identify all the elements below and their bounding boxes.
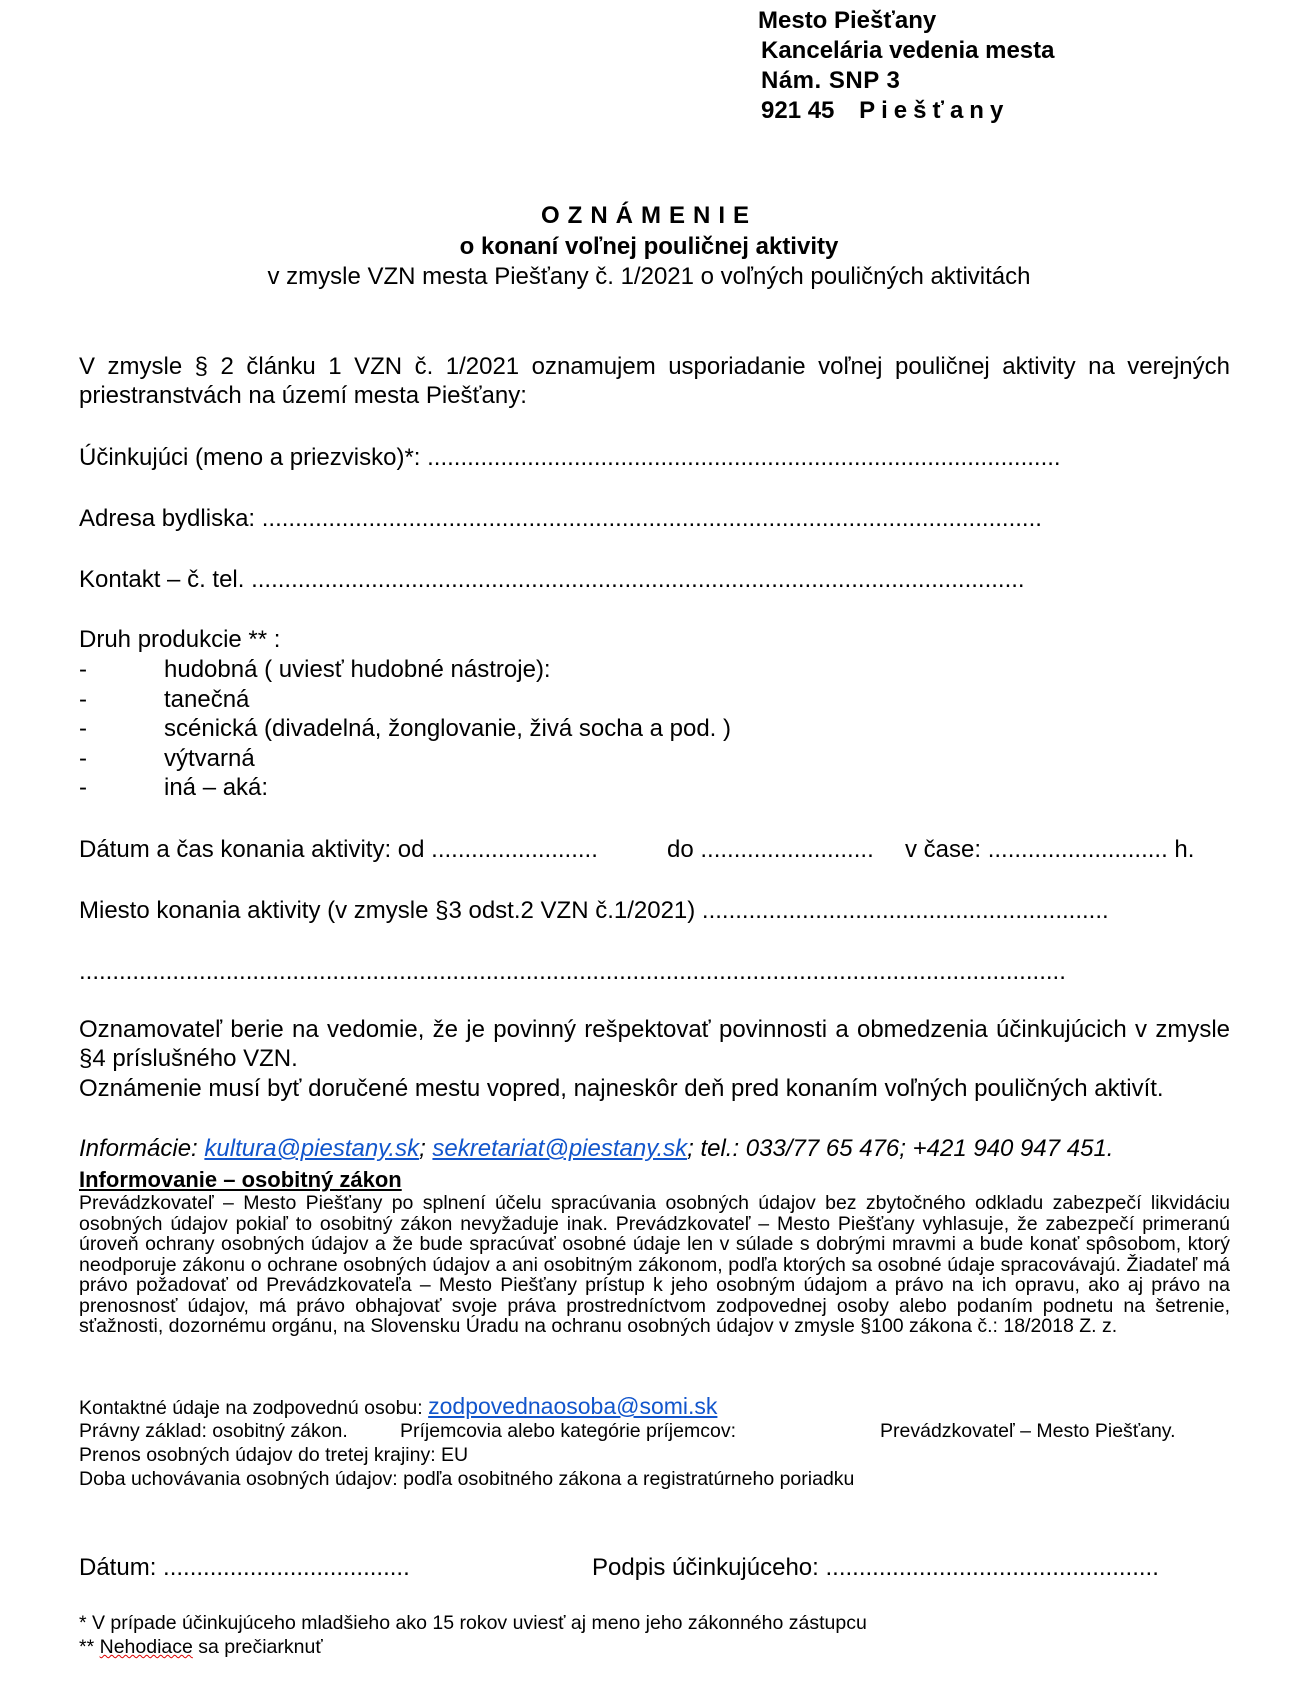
footnote-rest: sa prečiarknuť <box>192 1636 323 1658</box>
gdpr-retention: Doba uchovávania osobných údajov: podľa osobitného zákona a registratúrneho poriadku <box>79 1468 855 1490</box>
list-item <box>79 685 731 715</box>
addressee-city-line <box>758 96 1055 126</box>
list-item <box>79 744 731 774</box>
notice-delivery: Oznámenie musí byť doručené mestu vopred, najneskôr deň pred konaním voľných pouličných aktivít. <box>79 1075 1164 1102</box>
list-dash: - <box>79 715 87 742</box>
notice-obligations: Oznamovateľ berie na vedomie, že je povinný rešpektovať povinnosti a obmedzenia účinkujúcich v zmysle §4 príslušného VZN. <box>79 1016 1230 1072</box>
gdpr-contact-label: Kontaktné údaje na zodpovednú osobu: <box>79 1397 423 1419</box>
addressee-block <box>758 6 1055 126</box>
production-type-label: tanečná <box>164 685 250 713</box>
gdpr-contact-line <box>79 1393 718 1419</box>
gdpr-recipients-label: Príjemcovia alebo kategórie príjemcov: <box>400 1420 736 1442</box>
list-dash: - <box>79 685 87 713</box>
gdpr-paragraph: Prevádzkovateľ – Mesto Piešťany po splnení účelu spracúvania osobných údajov bez zbytočného odkladu zabezpečí likvidáciu osobných údajov pokiaľ to osobitný zákon nevyžaduje inak. Prevádzkovateľ – Mesto Piešťany vyhlasuje, že zabezpečí primeranú úroveň ochrany osobných údajov a že bude spracúvať osobné údaje len v súlade s dobrými mravmi a bude konať spôsobom, ktorý neodporuje zákonu o ochrane osobných údajov a ani osobitným zákonom, podľa ktorých sa osobné údaje spracovávajú. Žiadateľ má právo požadovať od Prevádzkovateľa – Mesto Piešťany prístup k jeho osobným údajom a právo na ich opravu, ako aj právo na prenosnosť údajov, má právo obhajovať svoje práva prostredníctvom zodpovednej osoby alebo podaním podnetu na šetrenie, sťažnosti, dozornému orgánu, na Slovensku Úradu na ochranu osobných údajov v zmysle §100 zákona č.: 18/2018 Z. z. <box>79 1192 1230 1337</box>
performer-field: Účinkujúci (meno a priezvisko)*: ............................................................................................... <box>79 444 1061 471</box>
production-type-label: hudobná ( uviesť hudobné nástroje): <box>164 656 551 683</box>
gdpr-legal-basis: Právny základ: osobitný zákon. <box>79 1420 348 1442</box>
info-phone: ; tel.: 033/77 65 476; +421 940 947 451. <box>687 1135 1114 1162</box>
list-dash: - <box>79 656 87 683</box>
email-link-kultura[interactable]: kultura@piestany.sk <box>204 1135 420 1162</box>
info-label: Informácie: <box>79 1135 198 1162</box>
time-field: v čase: ........................... h. <box>905 836 1195 863</box>
list-dash: - <box>79 774 87 801</box>
production-label: Druh produkcie ** : <box>79 626 281 653</box>
gdpr-transfer: Prenos osobných údajov do tretej krajiny: EU <box>79 1444 469 1466</box>
email-link-dpo[interactable]: zodpovednaosoba@somi.sk <box>428 1393 718 1419</box>
list-item <box>79 714 731 744</box>
list-dash: - <box>79 744 87 772</box>
list-item <box>79 773 731 803</box>
production-type-label: scénická (divadelná, žonglovanie, živá socha a pod. ) <box>164 715 731 742</box>
addressee-postcode: 921 45 <box>761 97 835 124</box>
footnote-word-nehodiace: Nehodiace <box>99 1636 193 1658</box>
production-type-label: výtvarná <box>164 744 255 772</box>
addressee-street: Nám. SNP 3 <box>761 67 901 94</box>
date-to-field: do .......................... <box>667 836 874 863</box>
list-item <box>79 655 731 685</box>
date-from-field: Dátum a čas konania aktivity: od ......................... <box>79 836 598 863</box>
gdpr-recipients-value: Prevádzkovateľ – Mesto Piešťany. <box>880 1420 1176 1442</box>
intro-paragraph: V zmysle § 2 článku 1 VZN č. 1/2021 oznamujem usporiadanie voľnej pouličnej aktivity na verejných priestranstvách na území mesta Piešťany: <box>79 353 1230 409</box>
place-field: Miesto konania aktivity (v zmysle §3 odst.2 VZN č.1/2021) ............................................................. <box>79 897 1109 924</box>
contact-field: Kontakt – č. tel. .................................................................................................................... <box>79 566 1025 593</box>
document-reference: v zmysle VZN mesta Piešťany č. 1/2021 o voľných pouličných aktivitách <box>267 263 1031 290</box>
production-type-label: iná – aká: <box>164 774 269 801</box>
document-subtitle: o konaní voľnej pouličnej aktivity <box>459 233 839 260</box>
addressee-city: Piešťany <box>859 97 1010 124</box>
footnote-marker: ** <box>79 1636 100 1658</box>
place-field-continuation: .................................................................................................................................................... <box>79 958 1066 985</box>
document-title: OZNÁMENIE <box>541 202 757 229</box>
footnote-minor: * V prípade účinkujúceho mladšieho ako 15 rokov uviesť aj meno jeho zákonného zástupcu <box>79 1612 867 1634</box>
address-field: Adresa bydliska: ..................................................................................................................... <box>79 505 1042 532</box>
footnote-strike <box>79 1637 323 1658</box>
production-type-list <box>79 655 731 803</box>
gdpr-heading: Informovanie – osobitný zákon <box>79 1167 402 1192</box>
signature-field: Podpis účinkujúceho: .................................................. <box>592 1554 1159 1581</box>
info-separator: ; <box>419 1135 426 1162</box>
signature-date-field: Dátum: ..................................... <box>79 1554 410 1581</box>
email-link-sekretariat[interactable]: sekretariat@piestany.sk <box>432 1135 688 1162</box>
addressee-office: Kancelária vedenia mesta <box>761 37 1055 64</box>
info-line <box>79 1134 1113 1164</box>
addressee-name: Mesto Piešťany <box>758 7 937 34</box>
